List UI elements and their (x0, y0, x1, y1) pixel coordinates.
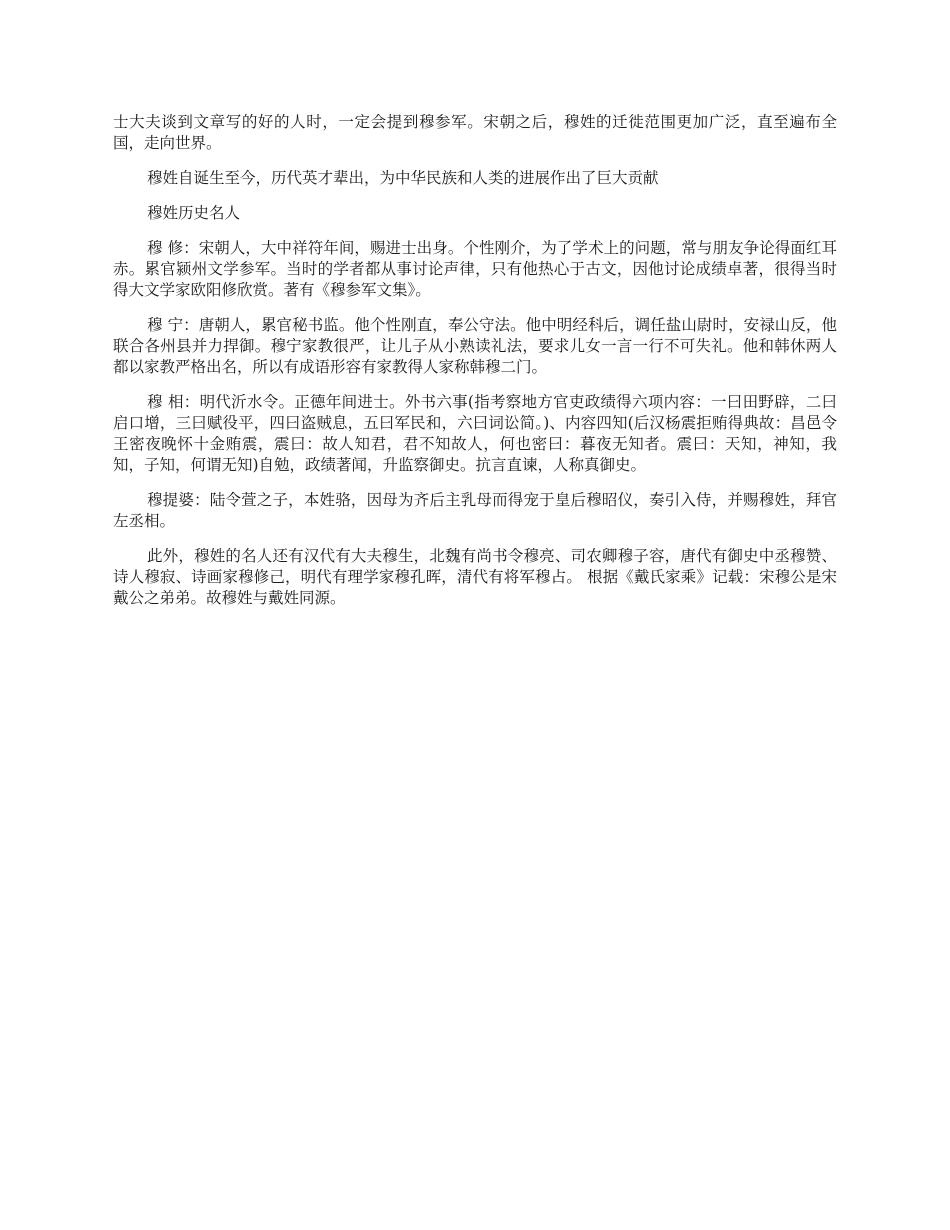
paragraph-mu-xiang: 穆 相：明代沂水令。正德年间进士。外书六事(指考察地方官吏政绩得六项内容：一曰田野辟，二曰启口增，三曰赋役平，四曰盗贼息，五曰军民和，六曰词讼简。)、内容四知(后汉杨震拒贿得典故：昌邑令王密夜晚怀十金贿震，震曰：故人知君，君不知故人，何也密曰：暮夜无知者。震曰：天知，神知，我知，子知，何谓无知)自勉，政绩著闻，升监察御史。抗言直谏，人称真御史。 (113, 393, 837, 474)
paragraph-mu-ning: 穆 宁：唐朝人，累官秘书监。他个性刚直，奉公守法。他中明经科后，调任盐山尉时，安禄山反，他联合各州县并力捍御。穆宁家教很严，让儿子从小熟读礼法，要求儿女一言一行不可失礼。他和韩休两人都以家教严格出名，所以有成语形容有家教得人家称韩穆二门。 (113, 316, 837, 376)
paragraph-contribution: 穆姓自诞生至今，历代英才辈出，为中华民族和人类的进展作出了巨大贡献 (147, 169, 659, 187)
paragraph-mu-xiu: 穆 修：宋朝人，大中祥符年间，赐进士出身。个性刚介，为了学术上的问题，常与朋友争论得面红耳赤。累官颍州文学参军。当时的学者都从事讨论声律，只有他热心于古文，因他讨论成绩卓著，很得当时得大文学家欧阳修欣赏。著有《穆参军文集》。 (113, 239, 837, 299)
section-heading-famous-people: 穆姓历史名人 (147, 204, 241, 222)
document-body (113, 112, 837, 623)
paragraph-other-famous: 此外，穆姓的名人还有汉代有大夫穆生，北魏有尚书令穆亮、司农卿穆子容，唐代有御史中丞穆赞、诗人穆寂、诗画家穆修己，明代有理学家穆孔晖，清代有将军穆占。 根据《戴氏家乘》记载：宋穆公是宋戴公之弟弟。故穆姓与戴姓同源。 (113, 547, 837, 607)
paragraph-mu-tipo: 穆提婆：陆令萱之子，本姓骆，因母为齐后主乳母而得宠于皇后穆昭仪，奏引入侍，并赐穆姓，拜官左丞相。 (113, 491, 837, 530)
paragraph-migration: 士大夫谈到文章写的好的人时，一定会提到穆参军。宋朝之后，穆姓的迁徙范围更加广泛，直至遍布全国，走向世界。 (113, 113, 837, 152)
